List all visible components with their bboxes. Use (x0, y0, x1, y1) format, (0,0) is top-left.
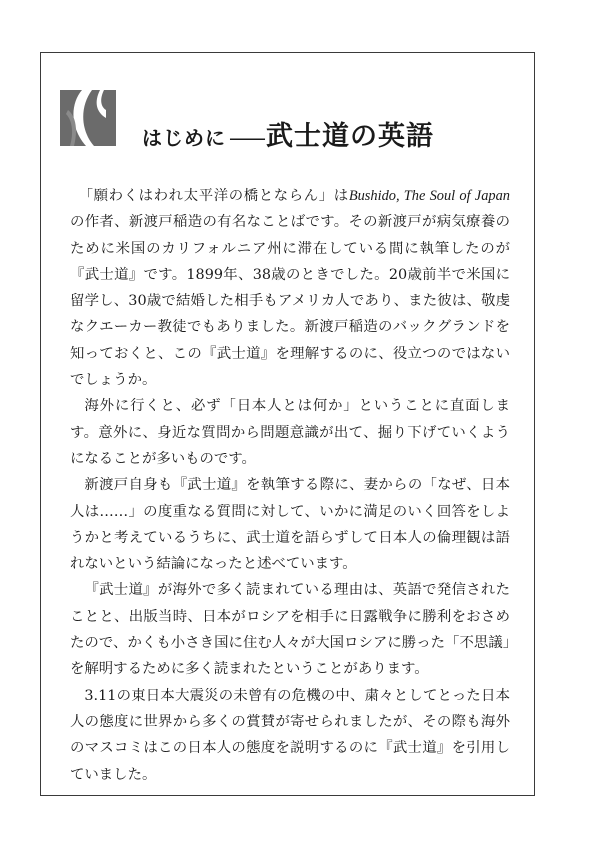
chapter-mark-icon (60, 90, 116, 146)
title-dash: —— (229, 126, 263, 150)
page-title (142, 114, 434, 154)
paragraph-3: 新渡戸自身も『武士道』を執筆する際に、妻からの「なぜ、日本人は……」の度重なる質問に対して、いかに満足のいく回答をしようかと考えているうちに、武士道を語らずして日本人の倫理観は語れないという結論になったと述べています。 (70, 477, 510, 573)
paragraph-1-text-a: 「願わくはわれ太平洋の橋とならん」は (78, 188, 349, 204)
book-title-english: Bushido, The Soul of Japan (348, 188, 510, 204)
paragraph-4: 『武士道』が海外で多く読まれている理由は、英語で発信されたことと、出版当時、日本がロシアを相手に日露戦争に勝利をおさめたので、かくも小さき国に住む人々が大国ロシアに勝った「不思議」を解明するために多く読まれたということがあります。 (70, 582, 510, 678)
title-main: 武士道の英語 (266, 121, 434, 152)
paragraph-1 (70, 183, 510, 393)
paragraph-5: 3.11の東日本大震災の未曾有の危機の中、粛々としてとった日本人の態度に世界から多くの賞賛が寄せられましたが、その際も海外のマスコミはこの日本人の態度を説明するのに『武士道』を引用していました。 (70, 687, 510, 783)
paragraph-1-text-b: の作者、新渡戸稲造の有名なことばです。その新渡戸が病気療養のために米国のカリフォルニア州に滞在している間に執筆したのが『武士道』です。1899年、38歳のときでした。20歳前半で米国に留学し、30歳で結婚した相手もアメリカ人であり、また彼は、敬虔なクエーカー教徒でもありました。新渡戸稲造のバックグランドを知っておくと、この『武士道』を理解するのに、役立つのではないでしょうか。 (70, 214, 510, 389)
paragraph-2: 海外に行くと、必ず「日本人とは何か」ということに直面します。意外に、身近な質問から問題意識が出て、掘り下げていくようになることが多いものです。 (70, 398, 510, 467)
title-prefix: はじめに (142, 126, 226, 150)
body-text (70, 183, 510, 788)
